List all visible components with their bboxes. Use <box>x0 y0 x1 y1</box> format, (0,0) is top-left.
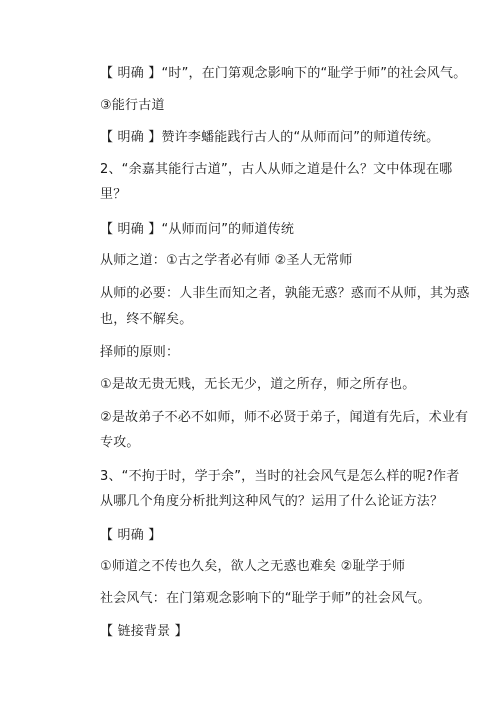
answer-line-tradition: 【 明确 】“从师而问”的师道传统 <box>100 222 295 237</box>
background-link-heading: 【 链接背景 】 <box>100 624 188 639</box>
way-of-learning-line: 从师之道：①古之学者必有师 ②圣人无常师 <box>100 253 353 268</box>
answer-line-li-pan: 【 明确 】赞许李蟠能践行古人的“从师而问”的师道传统。 <box>100 130 440 145</box>
principle-item-2-line-1: ②是故弟子不必不如师，师不必贤于弟子，闻道有先后，术业有 <box>100 410 469 425</box>
principle-item-2-line-2: 专攻。 <box>100 435 140 450</box>
social-custom-line: 社会风气：在门第观念影响下的“耻学于师”的社会风气。 <box>100 591 431 606</box>
necessity-line-2: 也，终不解矣。 <box>100 312 193 327</box>
question-3-line-1: 3、“不拘于时，学于余”，当时的社会风气是怎么样的呢?作者 <box>100 469 460 484</box>
principle-item-1: ①是故无贵无贱，无长无少，道之所存，师之所存也。 <box>100 377 416 392</box>
answer-points-line: ①师道之不传也久矣，欲人之无惑也难矣 ②耻学于师 <box>100 559 406 574</box>
point-heading-neng-xing-gu-dao: ③能行古道 <box>100 98 165 113</box>
answer-line-shi: 【 明确 】“时”，在门第观念影响下的“耻学于师”的社会风气。 <box>100 66 467 81</box>
question-2-line-1: 2、“余嘉其能行古道”，古人从师之道是什么？文中体现在哪 <box>100 162 453 177</box>
answer-label: 【 明确 】 <box>100 528 162 543</box>
principle-heading: 择师的原则： <box>100 345 180 360</box>
necessity-line-1: 从师的必要：人非生而知之者，孰能无惑？惑而不从师，其为惑 <box>100 286 470 301</box>
question-2-line-2: 里？ <box>100 187 127 202</box>
question-3-line-2: 从哪几个角度分析批判这种风气的？运用了什么论证方法？ <box>100 494 444 509</box>
